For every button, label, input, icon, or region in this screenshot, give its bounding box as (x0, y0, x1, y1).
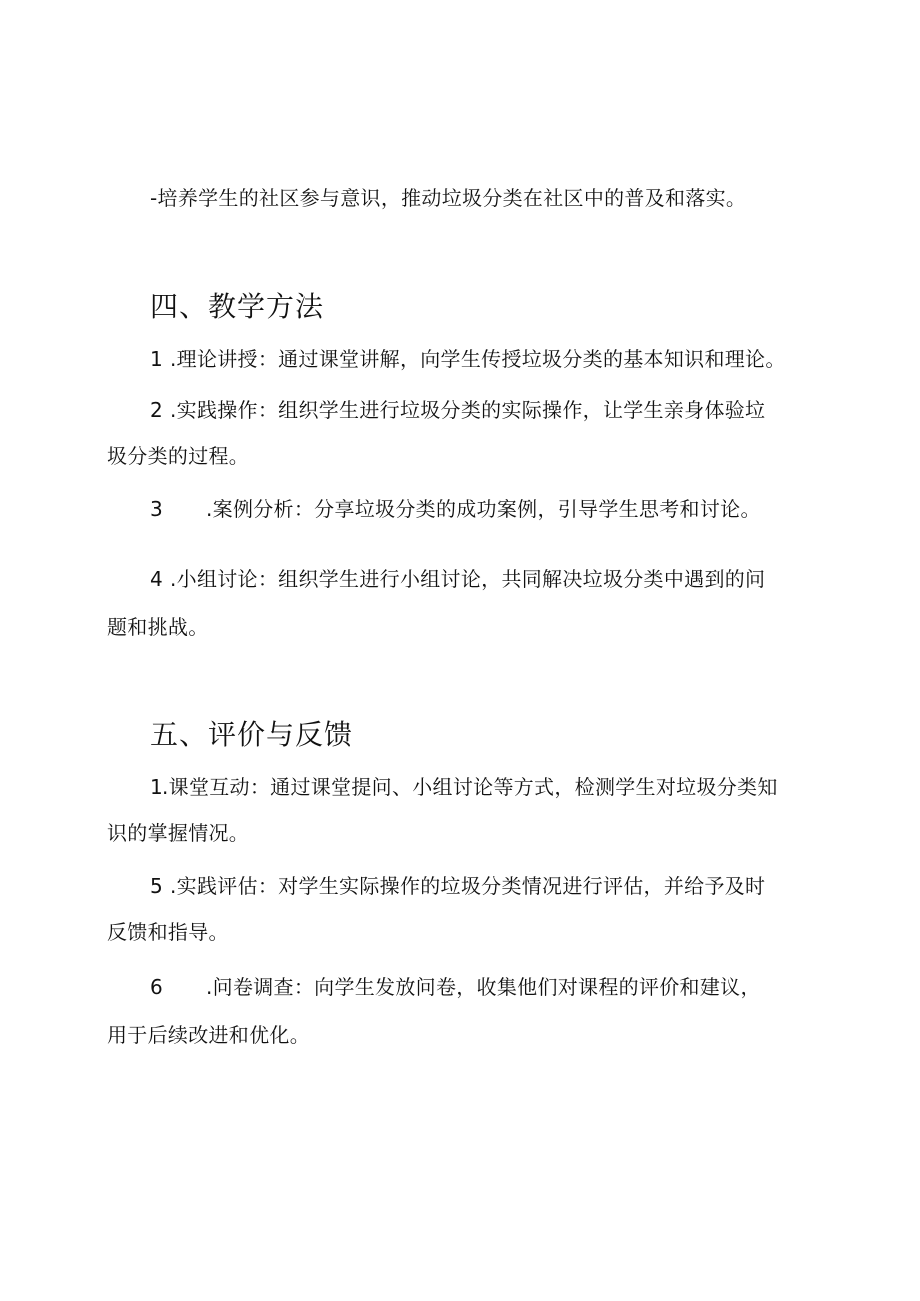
section-5-item-2-continuation: 反馈和指导。 (107, 920, 229, 944)
item-text: .课堂互动：通过课堂提问、小组讨论等方式，检测学生对垃圾分类知 (162, 775, 778, 799)
section-5-item-1 (150, 775, 778, 799)
item-number: 1 (150, 775, 164, 799)
item-text: .案例分析：分享垃圾分类的成功案例，引导学生思考和讨论。 (206, 497, 761, 521)
item-number: 5 (150, 874, 164, 898)
item-text: .问卷调查：向学生发放问卷，收集他们对课程的评价和建议， (206, 975, 761, 999)
section-4-item-3 (150, 497, 761, 521)
section-4-item-2-continuation: 圾分类的过程。 (107, 444, 250, 468)
item-number: 1 (150, 347, 164, 371)
item-text: .理论讲授：通过课堂讲解，向学生传授垃圾分类的基本知识和理论。 (170, 347, 786, 371)
section-4-item-4 (150, 567, 765, 591)
section-4-heading: 四、教学方法 (150, 290, 325, 323)
section-4-item-1 (150, 347, 786, 371)
item-text: .小组讨论：组织学生进行小组讨论，共同解决垃圾分类中遇到的问 (170, 567, 766, 591)
item-number: 4 (150, 567, 164, 591)
item-text: .实践评估：对学生实际操作的垃圾分类情况进行评估，并给予及时 (170, 874, 766, 898)
section-5-item-1-continuation: 识的掌握情况。 (107, 821, 250, 845)
section-5-heading: 五、评价与反馈 (150, 718, 354, 751)
item-number: 2 (150, 398, 164, 422)
section-4-item-2 (150, 398, 765, 422)
section-5-item-3-continuation: 用于后续改进和优化。 (107, 1023, 310, 1047)
section-4-item-4-continuation: 题和挑战。 (107, 615, 209, 639)
section-5-item-2 (150, 874, 765, 898)
item-number: 6 (150, 975, 164, 999)
item-number: 3 (150, 497, 164, 521)
intro-line: -培养学生的社区参与意识，推动垃圾分类在社区中的普及和落实。 (150, 186, 747, 210)
section-5-item-3 (150, 975, 761, 999)
item-text: .实践操作：组织学生进行垃圾分类的实际操作，让学生亲身体验垃 (170, 398, 766, 422)
